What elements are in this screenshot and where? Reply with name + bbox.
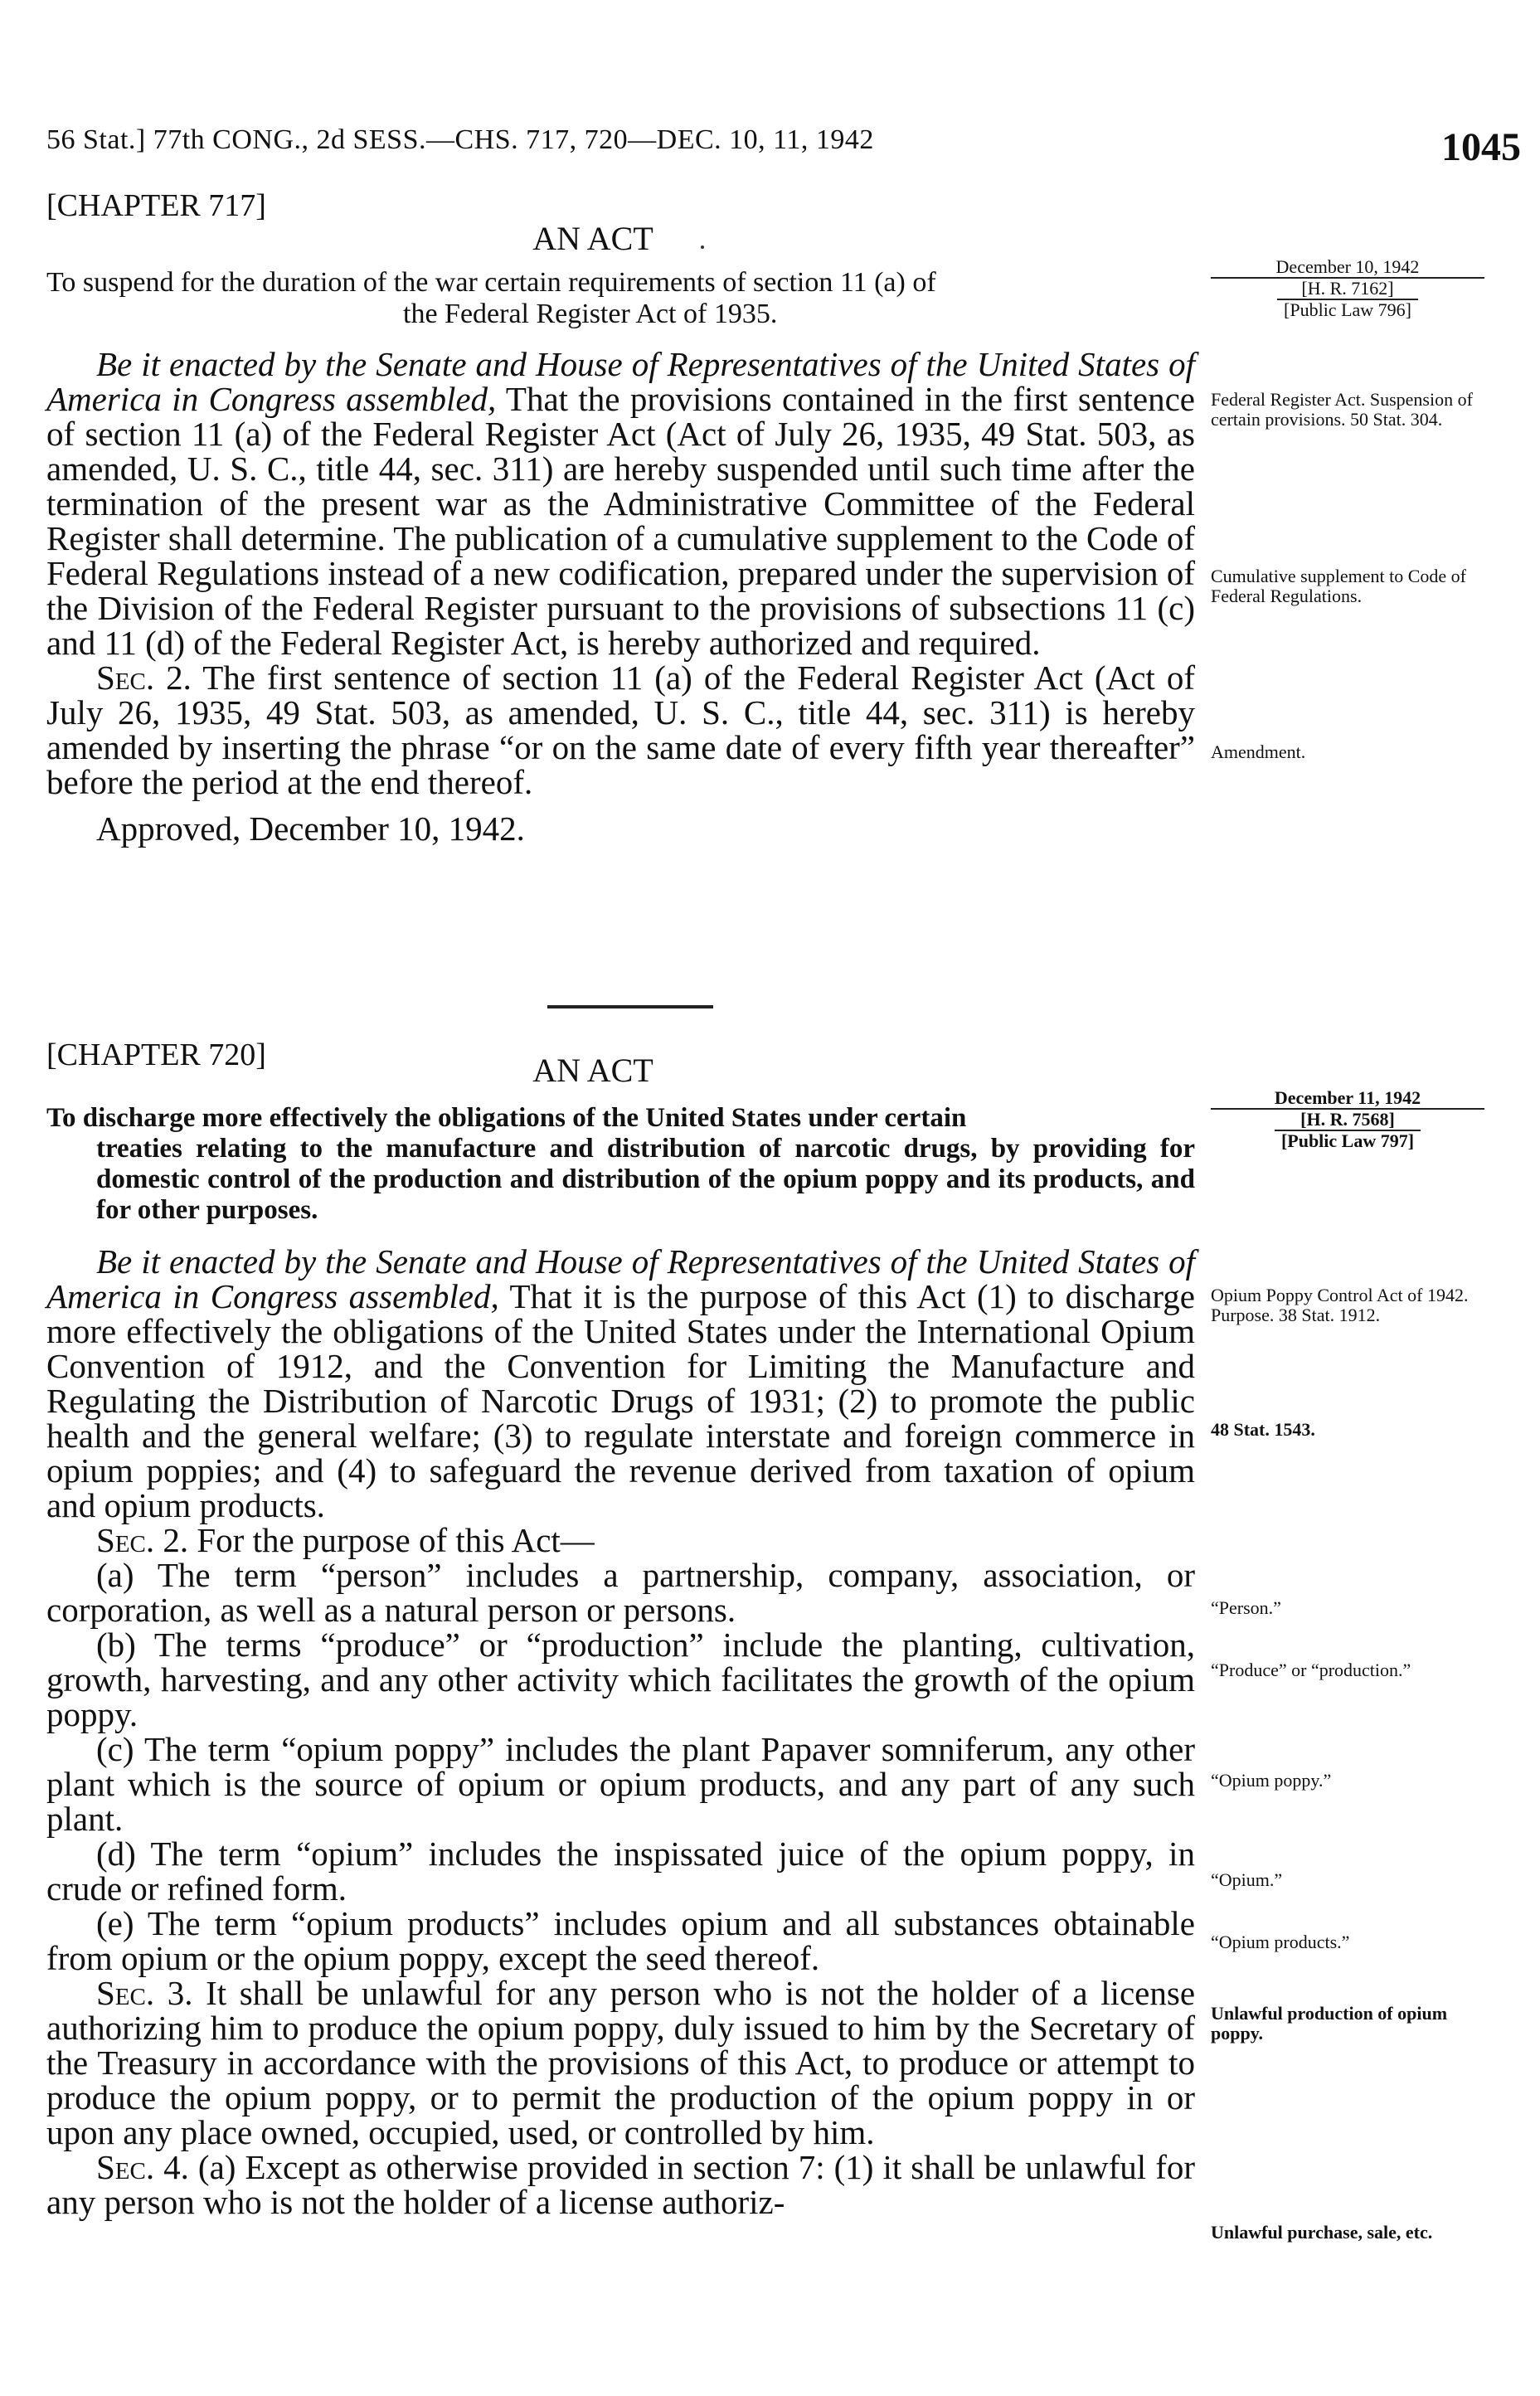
chapter-720-sec2-text: For the purpose of this Act— (197, 1521, 595, 1559)
chapter-717-label: [CHAPTER 717] (46, 188, 266, 223)
margin-note-opium-products: “Opium products.” (1211, 1932, 1350, 1952)
chapter-720-ref-date: December 11, 1942 (1211, 1088, 1484, 1110)
section-divider (547, 1005, 713, 1008)
definition-produce: (b) The terms “produce” or “production” include the planting, cultivation, growth, harvesting, and any other activity which facilitates the growth of the opium poppy. (46, 1626, 1195, 1733)
chapter-720-margin-notes-i (1211, 2223, 1484, 2243)
margin-note-opium-poppy: “Opium poppy.” (1211, 1770, 1332, 1791)
margin-note-38-stat: 38 Stat. 1912. (1278, 1305, 1381, 1325)
definition-opium: (d) The term “opium” includes the inspissated juice of the opium poppy, in crude or refined form. (46, 1835, 1195, 1908)
chapter-717-para1 (46, 347, 1195, 660)
chapter-717-an-act: AN ACT (532, 220, 653, 257)
chapter-720-sec4-text: (a) Except as otherwise provided in section 7: (1) it shall be unlawful for any person who is not the holder of a license authoriz- (46, 2148, 1196, 2221)
chapter-720-sec4 (46, 2150, 1195, 2219)
chapter-720-title (46, 1103, 1195, 1226)
page-number: 1045 (1441, 125, 1521, 169)
chapter-717-approved: Approved, December 10, 1942. (96, 809, 525, 848)
chapter-717-title-line1: To suspend for the duration of the war certain requirements of section 11 (a) of (46, 267, 936, 298)
chapter-720-title-rest: treaties relating to the manufacture and distribution of narcotic drugs, by providing for domestic control of the production and distribution of the opium poppy and its products, and for other purposes. (96, 1134, 1195, 1225)
chapter-720-title-line1: To discharge more effectively the obligations of the United States under certain (46, 1103, 967, 1133)
chapter-720-ref-pl: [Public Law 797] (1275, 1130, 1421, 1151)
chapter-720-sec3-label: Sec. 3. (96, 1974, 193, 2012)
chapter-717-ref-pl: [Public Law 796] (1277, 299, 1418, 320)
chapter-720-body (46, 1244, 1195, 2219)
definition-person: (a) The term “person” includes a partnership, company, association, or corporation, as well as a natural person or persons. (46, 1556, 1195, 1629)
margin-note-purpose: Purpose. (1211, 1305, 1275, 1325)
chapter-720-ref-hr: [H. R. 7568] (1300, 1109, 1395, 1130)
margin-note-48-stat: 48 Stat. 1543. (1211, 1419, 1315, 1440)
chapter-717-reference (1211, 257, 1484, 320)
chapter-720-enacting-clause: Be it enacted by the Senate and House of Representatives of the United States of America in Congress assembled, (46, 1242, 1195, 1315)
chapter-720-margin-notes-h (1211, 2004, 1484, 2044)
margin-note-50-stat: 50 Stat. 304. (1350, 409, 1443, 430)
margin-note-amendment: Amendment. (1211, 741, 1306, 762)
chapter-720-sec2 (46, 1523, 1195, 1558)
chapter-717-body (46, 347, 1195, 846)
margin-note-opium-poppy-control-act: Opium Poppy Control Act of 1942. (1211, 1285, 1469, 1305)
chapter-720-para1-text: That it is the purpose of this Act (1) to discharge more effectively the obligations of the United States under the International Opium Convention of 1912, and the Convention for Limiting the Manufacture and Regulating the Distribution of Narcotic Drugs of 1931; (2) to promote the public health and the general welfare; (3) to regulate interstate and foreign commerce in opium poppies; and (4) to safeguard the revenue derived from taxation of opium and opium products. (46, 1277, 1196, 1524)
chapter-717-para1-text: That the provisions contained in the first sentence of section 11 (a) of the Federal Register Act (Act of July 26, 1935, 49 Stat. 503, as amended, U. S. C., title 44, sec. 311) are hereby suspended until such time after the termination of the present war as the Administrative Committee of the Federal Register shall determine. The publication of a cumulative supplement to the Code of Federal Regulations instead of a new codification, prepared under the supervision of the Division of the Federal Register pursuant to the provisions of subsections 11 (c) and 11 (d) of the Federal Register Act, is hereby authorized and required. (46, 380, 1196, 662)
chapter-720-reference (1211, 1088, 1484, 1151)
chapter-717-sec2-label: Sec. 2. (96, 659, 192, 697)
margin-note-produce: “Produce” or “production.” (1211, 1660, 1411, 1680)
chapter-717-title-line2: the Federal Register Act of 1935. (403, 299, 778, 329)
chapter-720-sec4-label: Sec. 4. (96, 2148, 189, 2186)
chapter-720-margin-notes-a (1211, 1285, 1484, 1325)
chapter-717-enacting-clause: Be it enacted by the Senate and House of Representatives of the United States of America in Congress assembled, (46, 345, 1195, 418)
chapter-717-ref-hr: [H. R. 7162] (1301, 278, 1394, 299)
chapter-717-margin-notes-c (1211, 742, 1484, 762)
margin-note-federal-register-act: Federal Register Act. (1211, 389, 1366, 410)
chapter-720-sec3-text: It shall be unlawful for any person who is not the holder of a license authorizing him to produce the opium poppy, duly issued to him by the Secretary of the Treasury in accordance with the provisions of this Act, to produce or attempt to produce the opium poppy, or to permit the production of the opium poppy in or upon any place owned, occupied, used, or controlled by him. (46, 1974, 1196, 2151)
chapter-720-sec3 (46, 1976, 1195, 2150)
chapter-720-an-act: AN ACT (532, 1052, 653, 1089)
chapter-720-margin-notes-b (1211, 1420, 1484, 1440)
chapter-720-label: [CHAPTER 720] (46, 1038, 266, 1072)
definition-opium-products: (e) The term “opium products” includes opium and all substances obtainable from opium or the opium poppy, except the seed thereof. (46, 1904, 1195, 1977)
stray-mark (701, 245, 704, 249)
chapter-720-margin-notes-f (1211, 1870, 1484, 1890)
definition-opium-poppy: (c) The term “opium poppy” includes the plant Papaver somniferum, any other plant which is the source of opium or opium products, and any part of any such plant. (46, 1730, 1195, 1838)
margin-note-unlawful-production: Unlawful production of opium poppy. (1211, 2003, 1448, 2044)
chapter-717-sec2 (46, 660, 1195, 799)
margin-note-person: “Person.” (1211, 1597, 1281, 1618)
margin-note-opium: “Opium.” (1211, 1869, 1283, 1890)
chapter-717-margin-notes-b (1211, 566, 1484, 606)
chapter-720-margin-notes-g (1211, 1932, 1484, 1952)
chapter-720-para1 (46, 1244, 1195, 1523)
chapter-720-margin-notes-d (1211, 1660, 1484, 1680)
margin-note-suspension: Suspension of certain provisions. (1211, 389, 1473, 430)
margin-note-unlawful-purchase: Unlawful purchase, sale, etc. (1211, 2222, 1433, 2243)
running-head: 56 Stat.] 77th CONG., 2d SESS.—CHS. 717, 720—DEC. 10, 11, 1942 (46, 124, 874, 155)
chapter-720-sec2-label: Sec. 2. (96, 1521, 189, 1559)
chapter-720-margin-notes-e (1211, 1771, 1484, 1791)
chapter-717-ref-date: December 10, 1942 (1211, 257, 1484, 279)
chapter-717-title (46, 267, 1195, 330)
margin-note-cumulative-supplement: Cumulative supplement to Code of Federal Regulations. (1211, 566, 1466, 606)
chapter-720-margin-notes-c (1211, 1598, 1484, 1618)
chapter-717-margin-notes-a (1211, 390, 1484, 430)
chapter-717-sec2-text: The first sentence of section 11 (a) of the Federal Register Act (Act of July 26, 1935, 49 Stat. 503, as amended, U. S. C., title 44, sec. 311) is hereby amended by inserting the phrase “or on the same date of every fifth year thereafter” before the period at the end thereof. (46, 659, 1195, 801)
